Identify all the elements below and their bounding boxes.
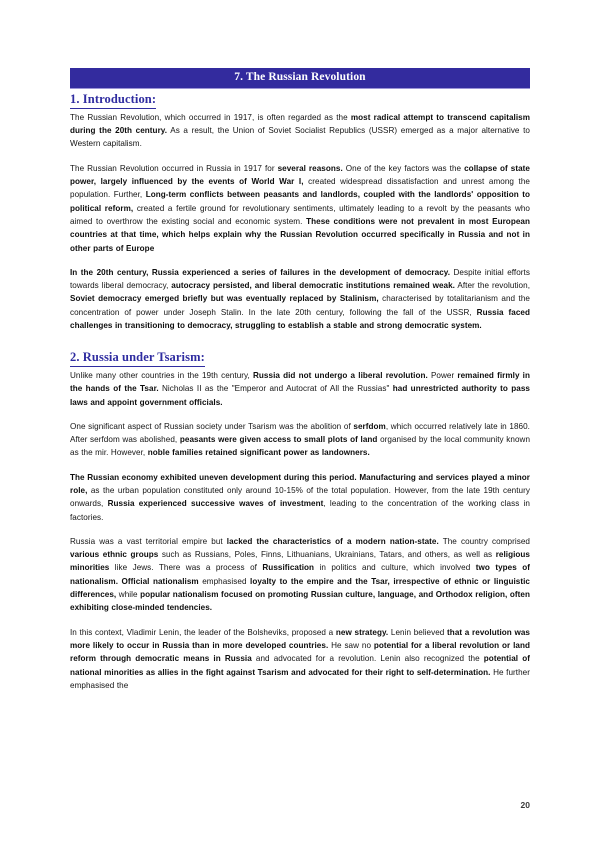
paragraph-tsarism-1: Unlike many other countries in the 19th century, Russia did not undergo a liberal revolution. Power remained firmly in the hands of the Tsar. Nicholas II as the "Emperor and Autocrat of All the Russias" had unrestricted authority to pass laws and appoint government officials. xyxy=(70,370,530,407)
section-2-heading-wrap xyxy=(70,348,530,368)
paragraph-tsarism-2: One significant aspect of Russian society under Tsarism was the abolition of serfdom, which occurred relatively late in 1860. After serfdom was abolished, peasants were given access to small plots of land organised by the local community known as the mir. However, noble families retained significant power as landowners. xyxy=(70,421,531,458)
paragraph-tsarism-3: The Russian economy exhibited uneven development during this period. Manufacturing and services played a minor role, as the urban population constituted only around 10-15% of the total population. However, from the late 19th century onwards, Russia experienced successive waves of investment, leading to the concentration of the working class in factories. xyxy=(70,472,530,522)
paragraph-intro-3: In the 20th century, Russia experienced a series of failures in the development of democracy. Despite initial efforts towards liberal democracy, autocracy persisted, and liberal democratic institutions remained weak. After the revolution, Soviet democracy emerged briefly but was eventually replaced by Stalinism, characterised by totalitarianism and the concentration of power under Joseph Stalin. In the late 20th century, following the fall of the USSR, Russia faced challenges in transitioning to democracy, struggling to establish a stable and strong democratic system. xyxy=(70,267,530,330)
paragraph-intro-1: The Russian Revolution, which occurred in 1917, is often regarded as the most radical attempt to transcend capitalism during the 20th century. As a result, the Union of Soviet Socialist Republics (USSR) emerged as a major alternative to Western capitalism. xyxy=(70,112,530,149)
chapter-banner: 7. The Russian Revolution xyxy=(70,68,530,89)
page-number: 20 xyxy=(520,800,530,810)
paragraph-intro-2: The Russian Revolution occurred in Russia in 1917 for several reasons. One of the key factors was the collapse of state power, largely influenced by the events of World War I, created widespread dissatisfaction and unrest among the population. Further, Long-term conflicts between peasants and landlords, coupled with the landlords' opposition to political reform, created a fertile ground for revolutionary sentiments, ultimately leading to a revolt by the peasants who aimed to overthrow the existing social and economic system. These conditions were not prevalent in most European countries at that time, which helps explain why the Russian Revolution occurred specifically in Russia and not in other parts of Europe xyxy=(70,163,531,253)
paragraph-tsarism-4: Russia was a vast territorial empire but lacked the characteristics of a modern nation-state. The country comprised various ethnic groups such as Russians, Poles, Finns, Lithuanians, Ukrainians, Tatars, and others, as well as religious minorities like Jews. There was a process of Russification in politics and culture, which involved two types of nationalism. Official nationalism emphasised loyalty to the empire and the Tsar, irrespective of ethnic or linguistic differences, while popular nationalism focused on promoting Russian culture, language, and Orthodox religion, often exhibiting close-minded tendencies. xyxy=(70,536,530,613)
section-heading-russia-under-tsarism: 2. Russia under Tsarism: xyxy=(70,350,205,367)
paragraph-tsarism-5: In this context, Vladimir Lenin, the leader of the Bolsheviks, proposed a new strategy. Lenin believed that a revolution was more likely to occur in Russia than in more developed countries. He saw no potential for a liberal revolution or land reform through democratic means in Russia and advocated for a revolution. Lenin also recognized the potential of national minorities as allies in the fight against Tsarism and advocated for their right to self-determination. He further emphasised the xyxy=(70,627,531,690)
section-heading-introduction: 1. Introduction: xyxy=(70,92,156,109)
page-content xyxy=(70,68,530,703)
section-1-heading-wrap xyxy=(70,90,530,110)
